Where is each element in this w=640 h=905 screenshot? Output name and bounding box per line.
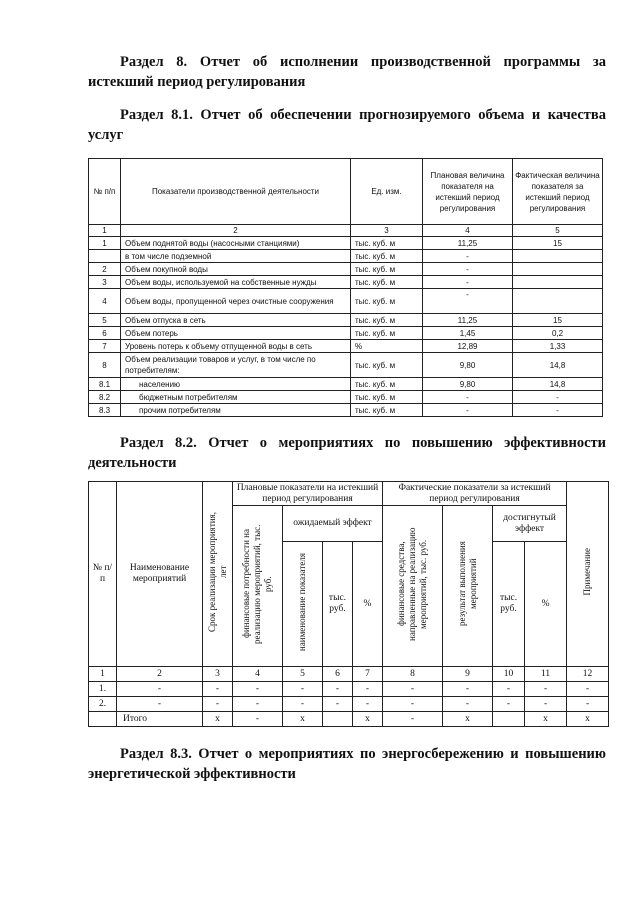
row-unit: %: [351, 340, 423, 353]
table-row: [89, 340, 603, 353]
cell: -: [283, 682, 323, 697]
col-header-indicator: Показатели производственной деятельности: [121, 159, 351, 225]
row-num: 8: [89, 353, 121, 378]
row-unit: тыс. куб. м: [351, 263, 423, 276]
row-unit: тыс. куб. м: [351, 378, 423, 391]
section-8-1-heading: Раздел 8.1. Отчет об обеспечении прогнозируемого объема и качества услуг: [88, 107, 606, 143]
col-number: 3: [351, 225, 423, 237]
row-fact: 0,2: [513, 327, 603, 340]
cell: -: [567, 697, 609, 712]
cell: -: [233, 712, 283, 727]
table-row: [89, 314, 603, 327]
row-fact: 1,33: [513, 340, 603, 353]
row-name: населению: [121, 378, 351, 391]
col-header-fact-pct: %: [525, 542, 567, 667]
col-number: 8: [383, 667, 443, 682]
row-unit: тыс. куб. м: [351, 391, 423, 404]
row-unit: тыс. куб. м: [351, 237, 423, 250]
row-name: Уровень потерь к объему отпущенной воды в сеть: [121, 340, 351, 353]
cell: -: [383, 682, 443, 697]
row-fact: 15: [513, 237, 603, 250]
row-plan: -: [423, 263, 513, 276]
table-row: [89, 263, 603, 276]
cell: [323, 712, 353, 727]
table-row: [89, 250, 603, 263]
cell: х: [525, 712, 567, 727]
row-num: 6: [89, 327, 121, 340]
cell: -: [323, 697, 353, 712]
row-fact: 14,8: [513, 378, 603, 391]
row-unit: тыс. куб. м: [351, 250, 423, 263]
row-plan: 9,80: [423, 378, 513, 391]
col-number: 2: [121, 225, 351, 237]
cell: -: [283, 697, 323, 712]
table-row: [89, 353, 603, 378]
row-unit: тыс. куб. м: [351, 289, 423, 314]
total-label: Итого: [117, 712, 203, 727]
cell: 2.: [89, 697, 117, 712]
col-number: 3: [203, 667, 233, 682]
row-plan: 1,45: [423, 327, 513, 340]
col-number: 12: [567, 667, 609, 682]
col-header-fact: Фактическая величина показателя за истекший период регулирования: [513, 159, 603, 225]
row-plan: -: [423, 289, 513, 314]
row-fact: -: [513, 404, 603, 417]
table-row: [89, 327, 603, 340]
cell: х: [203, 712, 233, 727]
cell: -: [117, 682, 203, 697]
cell: -: [233, 682, 283, 697]
row-unit: тыс. куб. м: [351, 276, 423, 289]
cell: -: [525, 697, 567, 712]
row-fact: [513, 250, 603, 263]
col-header-plan-group: Плановые показатели на истекший период регулирования: [233, 482, 383, 506]
col-header-fact-group: Фактические показатели за истекший период регулирования: [383, 482, 567, 506]
row-num: 7: [89, 340, 121, 353]
col-number: 1: [89, 225, 121, 237]
row-plan: -: [423, 404, 513, 417]
row-plan: -: [423, 391, 513, 404]
col-header-fact-result: результат выполнения мероприятий: [443, 506, 493, 667]
col-number: 10: [493, 667, 525, 682]
section-8-3-heading: Раздел 8.3. Отчет о мероприятиях по энергосбережению и повышению энергетической эффективности: [88, 746, 606, 782]
col-header-plan-rub: тыс. руб.: [323, 542, 353, 667]
row-num: 8.1: [89, 378, 121, 391]
row-name: Объем реализации товаров и услуг, в том числе по потребителям:: [121, 353, 351, 378]
col-header-num: № п/п: [89, 482, 117, 667]
cell: -: [203, 682, 233, 697]
row-plan: -: [423, 276, 513, 289]
row-name: бюджетным потребителям: [121, 391, 351, 404]
row-num: 1: [89, 237, 121, 250]
col-number: 4: [233, 667, 283, 682]
efficiency-measures-table: [88, 481, 609, 727]
col-header-plan-effect: ожидаемый эффект: [283, 506, 383, 542]
row-plan: 11,25: [423, 314, 513, 327]
row-plan: 9,80: [423, 353, 513, 378]
row-num: 3: [89, 276, 121, 289]
row-unit: тыс. куб. м: [351, 353, 423, 378]
row-fact: 15: [513, 314, 603, 327]
table-row: [89, 391, 603, 404]
col-header-fact-rub: тыс. руб.: [493, 542, 525, 667]
col-header-plan-pct: %: [353, 542, 383, 667]
cell: 1.: [89, 682, 117, 697]
row-name: Объем потерь: [121, 327, 351, 340]
col-header-term: Срок реализации мероприятия, лет: [203, 482, 233, 667]
table-row: [89, 276, 603, 289]
col-number: 5: [513, 225, 603, 237]
row-num: [89, 250, 121, 263]
row-fact: [513, 263, 603, 276]
total-row: [89, 712, 609, 727]
row-name: Объем отпуска в сеть: [121, 314, 351, 327]
row-fact: 14,8: [513, 353, 603, 378]
col-header-num: № п/п: [89, 159, 121, 225]
cell: х: [567, 712, 609, 727]
row-fact: [513, 289, 603, 314]
services-volume-table: [88, 158, 603, 417]
row-name: Объем воды, пропущенной через очистные сооружения: [121, 289, 351, 314]
cell: -: [443, 697, 493, 712]
col-number: 6: [323, 667, 353, 682]
cell: -: [493, 697, 525, 712]
row-num: 2: [89, 263, 121, 276]
col-number: 1: [89, 667, 117, 682]
col-header-name: Наименование мероприятий: [117, 482, 203, 667]
row-num: 4: [89, 289, 121, 314]
cell: -: [233, 697, 283, 712]
row-num: 8.2: [89, 391, 121, 404]
row-name: Объем воды, используемой на собственные нужды: [121, 276, 351, 289]
cell: -: [353, 682, 383, 697]
cell: -: [383, 697, 443, 712]
col-number: 2: [117, 667, 203, 682]
col-header-plan-fin: финансовые потребности на реализацию мероприятий, тыс. руб.: [233, 506, 283, 667]
col-number: 11: [525, 667, 567, 682]
cell: -: [443, 682, 493, 697]
section-8-2-heading: Раздел 8.2. Отчет о мероприятиях по повышению эффективности деятельности: [88, 435, 606, 471]
cell: -: [323, 682, 353, 697]
cell: -: [203, 697, 233, 712]
cell: х: [443, 712, 493, 727]
row-name: в том числе подземной: [121, 250, 351, 263]
row-unit: тыс. куб. м: [351, 327, 423, 340]
cell: [493, 712, 525, 727]
row-name: Объем покупной воды: [121, 263, 351, 276]
col-header-plan: Плановая величина показателя на истекший период регулирования: [423, 159, 513, 225]
col-number: 9: [443, 667, 493, 682]
cell: -: [383, 712, 443, 727]
row-num: 8.3: [89, 404, 121, 417]
table-row: [89, 378, 603, 391]
table-row: [89, 289, 603, 314]
cell: -: [493, 682, 525, 697]
cell: х: [283, 712, 323, 727]
table-row: [89, 697, 609, 712]
row-fact: -: [513, 391, 603, 404]
cell: -: [525, 682, 567, 697]
table-row: [89, 237, 603, 250]
row-name: Объем поднятой воды (насосными станциями): [121, 237, 351, 250]
row-plan: 11,25: [423, 237, 513, 250]
row-name: прочим потребителям: [121, 404, 351, 417]
row-plan: -: [423, 250, 513, 263]
col-header-note: Примечание: [567, 482, 609, 667]
table-row: [89, 404, 603, 417]
cell: -: [353, 697, 383, 712]
col-number: 7: [353, 667, 383, 682]
col-header-unit: Ед. изм.: [351, 159, 423, 225]
col-header-plan-indicator: наименование показателя: [283, 542, 323, 667]
row-unit: тыс. куб. м: [351, 314, 423, 327]
col-header-fact-effect: достигнутый эффект: [493, 506, 567, 542]
cell: [89, 712, 117, 727]
row-unit: тыс. куб. м: [351, 404, 423, 417]
cell: х: [353, 712, 383, 727]
col-number: 4: [423, 225, 513, 237]
cell: -: [567, 682, 609, 697]
row-num: 5: [89, 314, 121, 327]
cell: -: [117, 697, 203, 712]
table-row: [89, 682, 609, 697]
row-fact: [513, 276, 603, 289]
section-8-heading: Раздел 8. Отчет об исполнении производственной программы за истекший период регулирования: [88, 54, 606, 90]
col-number: 5: [283, 667, 323, 682]
col-header-fact-fin: финансовые средства, направленные на реализацию мероприятий, тыс. руб.: [383, 506, 443, 667]
row-plan: 12,89: [423, 340, 513, 353]
